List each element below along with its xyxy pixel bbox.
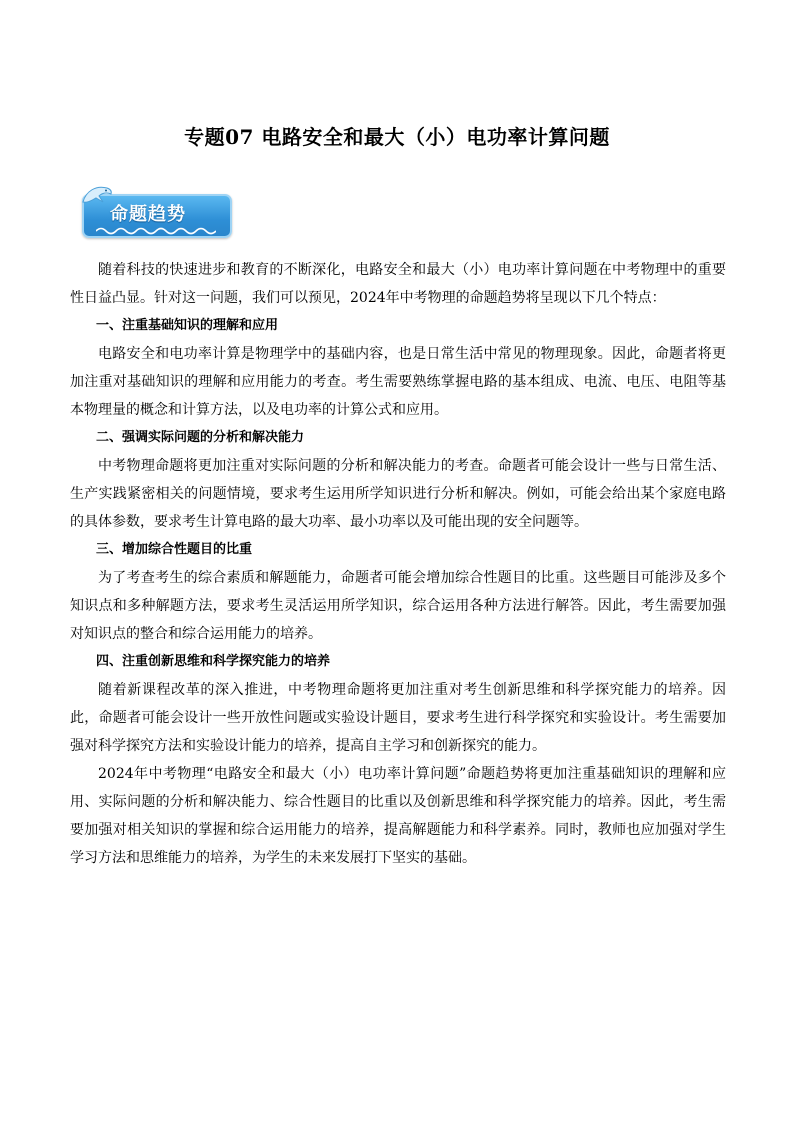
topic-badge	[80, 182, 234, 240]
section-paragraph: 电路安全和电功率计算是物理学中的基础内容，也是日常生活中常见的物理现象。因此，命题者将更加注重对基础知识的理解和应用能力的考查。考生需要熟练掌握电路的基本组成、电流、电压、电阻等基本物理量的概念和计算方法，以及电功率的计算公式和应用。	[70, 346, 726, 418]
document-body	[70, 256, 726, 872]
section-paragraph: 中考物理命题将更加注重对实际问题的分析和解决能力的考查。命题者可能会设计一些与日常生活、生产实践紧密相关的问题情境，要求考生运用所学知识进行分析和解决。例如，可能会给出某个家庭电路的具体参数，要求考生计算电路的最大功率、最小功率以及可能出现的安全问题等。	[70, 458, 726, 530]
section-paragraph: 随着新课程改革的深入推进，中考物理命题将更加注重对考生创新思维和科学探究能力的培养。因此，命题者可能会设计一些开放性问题或实验设计题目，要求考生进行科学探究和实验设计。考生需要加强对科学探究方法和实验设计能力的培养，提高自主学习和创新探究的能力。	[70, 682, 726, 754]
section-heading: 二、强调实际问题的分析和解决能力	[96, 430, 305, 445]
section-paragraph: 为了考查考生的综合素质和解题能力，命题者可能会增加综合性题目的比重。这些题目可能涉及多个知识点和多种解题方法，要求考生灵活运用所学知识，综合运用各种方法进行解答。因此，考生需要加强对知识点的整合和综合运用能力的培养。	[70, 570, 726, 642]
section-heading: 三、增加综合性题目的比重	[96, 542, 253, 557]
section-heading: 四、注重创新思维和科学探究能力的培养	[96, 654, 331, 669]
section-heading: 一、注重基础知识的理解和应用	[96, 318, 279, 333]
intro-paragraph: 随着科技的快速进步和教育的不断深化，电路安全和最大（小）电功率计算问题在中考物理中的重要性日益凸显。针对这一问题，我们可以预见，2024年中考物理的命题趋势将呈现以下几个特点：	[70, 262, 726, 306]
conclusion-paragraph: 2024年中考物理“电路安全和最大（小）电功率计算问题”命题趋势将更加注重基础知识的理解和应用、实际问题的分析和解决能力、综合性题目的比重以及创新思维和科学探究能力的培养。因此，考生需要加强对相关知识的掌握和综合运用能力的培养，提高解题能力和科学素养。同时，教师也应加强对学生学习方法和思维能力的培养，为学生的未来发展打下坚实的基础。	[70, 766, 726, 866]
dolphin-icon	[80, 182, 114, 212]
wave-icon	[96, 226, 216, 236]
page-title: 专题07 电路安全和最大（小）电功率计算问题	[184, 125, 610, 149]
badge-label: 命题趋势	[110, 204, 186, 225]
